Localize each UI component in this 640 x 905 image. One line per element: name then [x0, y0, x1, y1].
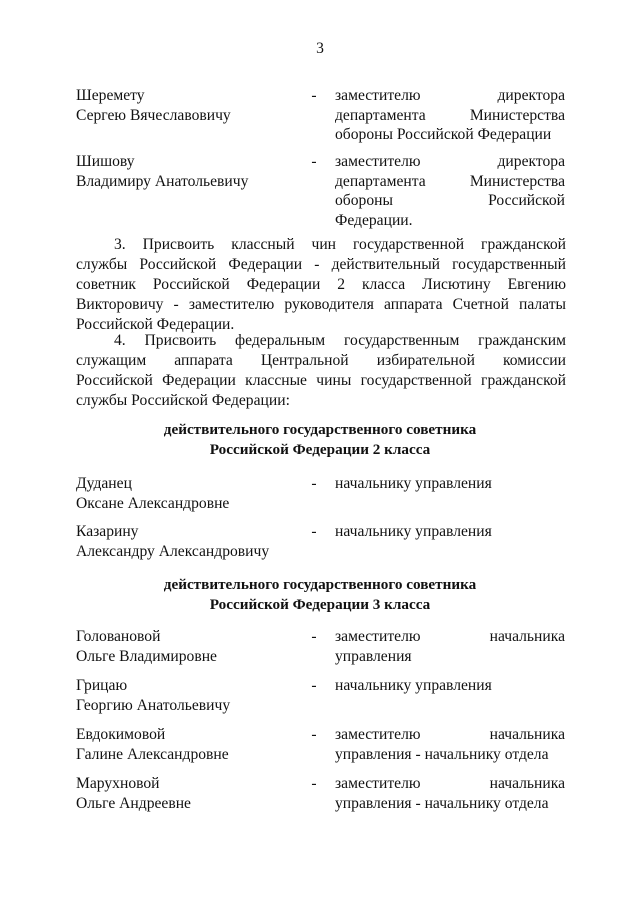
appointee-name: Марухновой Ольге Андреевне [76, 775, 191, 812]
appointee-position: заместителю директора департамента Министерства обороны Российской Федерации. [335, 153, 565, 229]
section-heading-class-2: действительного государственного советника Российской Федерации 2 класса [163, 421, 477, 458]
dash-separator: - [311, 628, 317, 645]
appointee-name: Казарину Александру Александровичу [76, 523, 270, 560]
dash-separator: - [311, 726, 317, 743]
appointee-position: заместителю начальника управления - начальнику отдела [335, 726, 565, 763]
appointee-name: Головановой Ольге Владимировне [76, 628, 217, 665]
page-number: 3 [316, 40, 324, 57]
paragraph-4: 4. Присвоить федеральным государственным гражданским служащим аппарата Центральной избирательной комиссии Российской Федерации классные чины государственной гражданской службы Российской Федерации: [76, 332, 566, 409]
appointee-position: начальнику управления [335, 523, 492, 540]
appointee-position: начальнику управления [335, 677, 492, 694]
paragraph-3: 3. Присвоить классный чин государственной гражданской службы Российской Федерации - действительный государственный советник Российской Федерации 2 класса Лисютину Евгению Викторовичу - заместителю руководителя аппарата Счетной палаты Российской Федерации. [76, 236, 566, 333]
appointee-position: заместителю начальника управления - начальнику отдела [335, 775, 565, 812]
dash-separator: - [311, 153, 317, 170]
appointee-name: Евдокимовой Галине Александровне [76, 726, 229, 763]
appointee-name: Грицаю Георгию Анатольевичу [76, 677, 231, 714]
appointee-name: Дуданец Оксане Александровне [76, 475, 230, 512]
dash-separator: - [311, 475, 317, 492]
appointee-position: заместителю директора департамента Министерства обороны Российской Федерации [335, 87, 565, 143]
appointee-position: заместителю начальника управления [335, 628, 565, 665]
dash-separator: - [311, 87, 317, 104]
dash-separator: - [311, 775, 317, 792]
appointee-position: начальнику управления [335, 475, 492, 492]
appointee-name: Шишову Владимиру Анатольевичу [76, 153, 249, 190]
section-heading-class-3: действительного государственного советника Российской Федерации 3 класса [163, 576, 477, 613]
dash-separator: - [311, 523, 317, 540]
dash-separator: - [311, 677, 317, 694]
appointee-name: Шеремету Сергею Вячеславовичу [76, 87, 231, 124]
